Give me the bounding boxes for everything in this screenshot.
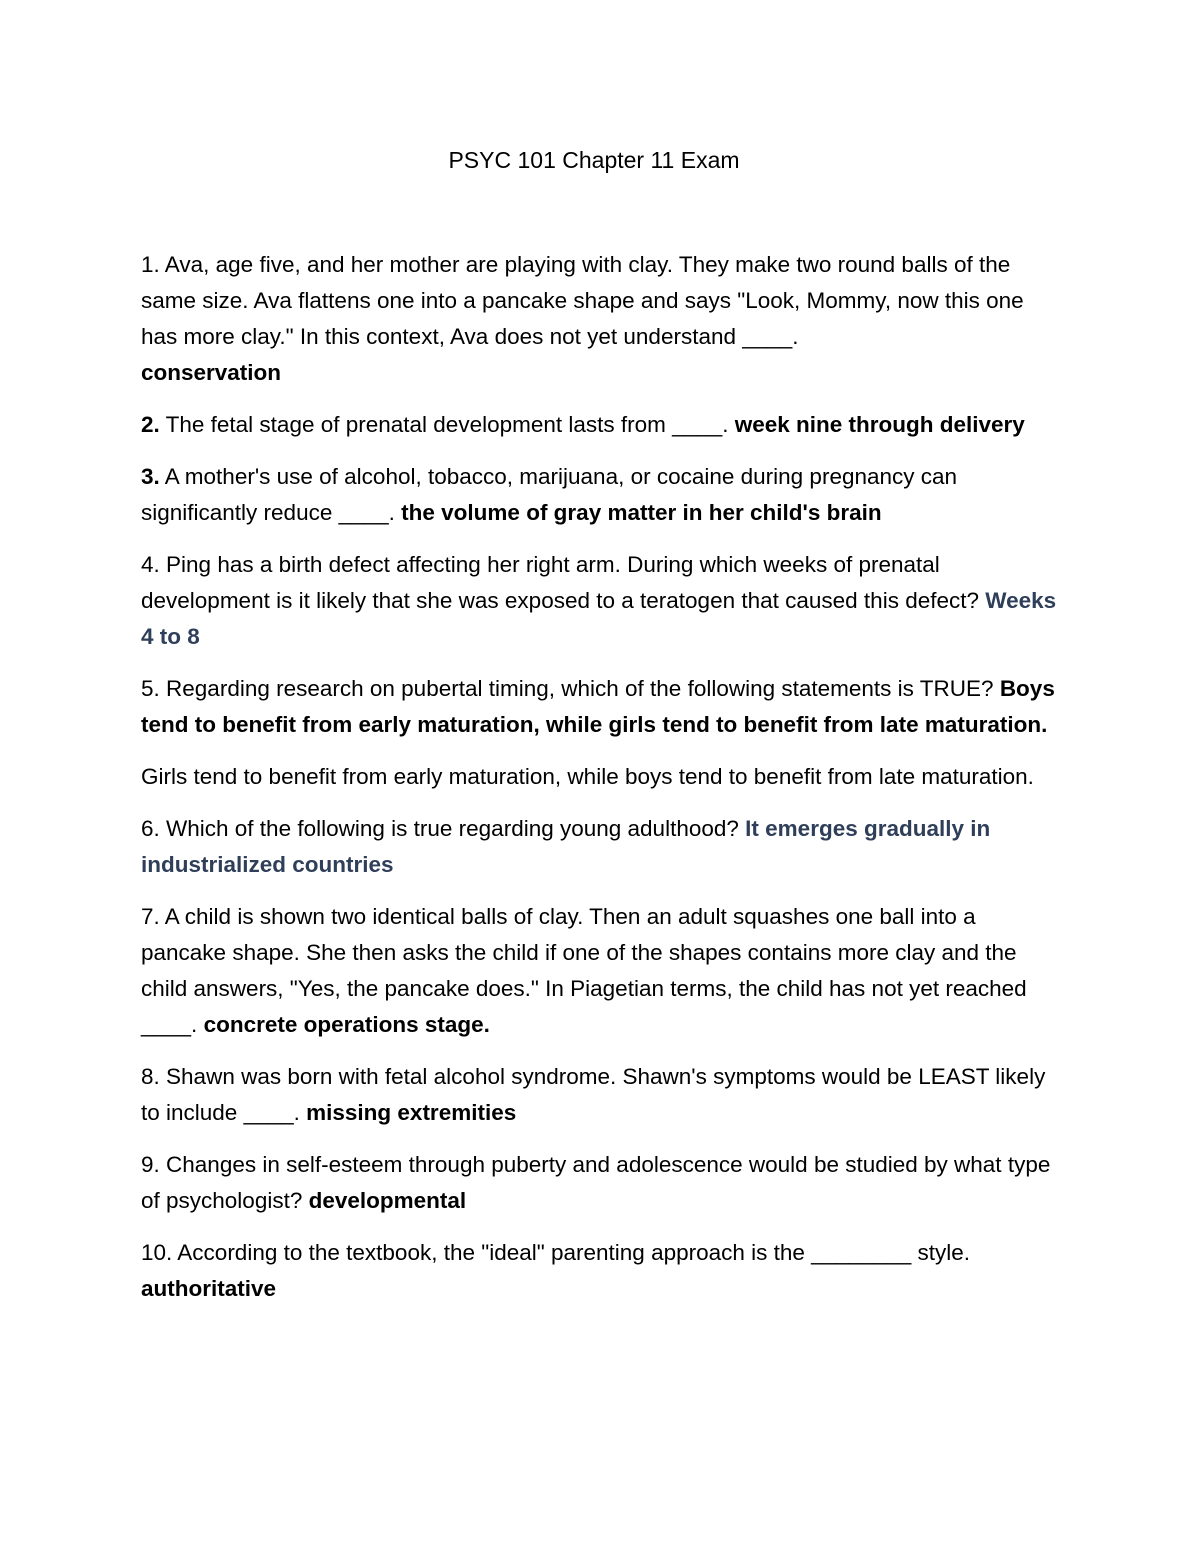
answer-text: missing extremities xyxy=(306,1100,517,1125)
question-text: According to the textbook, the "ideal" parenting approach is the ________ style. xyxy=(177,1240,971,1265)
question-text: A child is shown two identical balls of clay. Then an adult squashes one ball into a pancake shape. She then asks the child if one of the shapes contains more clay and the child answers, "Yes, the pancake does." In Piagetian terms, the child has not yet reached ____. xyxy=(141,904,1027,1037)
answer-text: developmental xyxy=(308,1188,467,1213)
question-number: 1. xyxy=(141,252,160,277)
question-number: 7. xyxy=(141,904,160,929)
question-text: Ava, age five, and her mother are playing with clay. They make two round balls of the same size. Ava flattens one into a pancake shape and says "Look, Mommy, now this one has more clay." In this context, Ava does not yet understand ____. xyxy=(141,252,1024,349)
answer-text: It emerges gradually in industrialized countries xyxy=(141,816,991,877)
question-10 xyxy=(141,1235,1066,1307)
note-text: Girls tend to benefit from early maturation, while boys tend to benefit from late maturation. xyxy=(141,764,1034,789)
question-7 xyxy=(141,899,1066,1043)
question-5 xyxy=(141,671,1066,743)
question-8 xyxy=(141,1059,1066,1131)
question-list xyxy=(141,247,1066,1323)
question-3 xyxy=(141,459,1066,531)
answer-text: Boys tend to benefit from early maturation, while girls tend to benefit from late maturation. xyxy=(141,676,1055,737)
question-number: 9. xyxy=(141,1152,160,1177)
answer-text: week nine through delivery xyxy=(734,412,1025,437)
answer-text: the volume of gray matter in her child's brain xyxy=(401,500,882,525)
question-text: Which of the following is true regarding young adulthood? xyxy=(166,816,739,841)
question-6 xyxy=(141,811,1066,883)
question-number: 10. xyxy=(141,1240,173,1265)
question-text: Shawn was born with fetal alcohol syndrome. Shawn's symptoms would be LEAST likely to include ____. xyxy=(141,1064,1046,1125)
question-text: Ping has a birth defect affecting her right arm. During which weeks of prenatal development is it likely that she was exposed to a teratogen that caused this defect? xyxy=(141,552,980,613)
answer-text: authoritative xyxy=(141,1276,277,1301)
page-title: PSYC 101 Chapter 11 Exam xyxy=(448,147,740,173)
answer-text: concrete operations stage. xyxy=(203,1012,490,1037)
question-text: The fetal stage of prenatal development lasts from ____. xyxy=(165,412,729,437)
question-number: 4. xyxy=(141,552,160,577)
question-2 xyxy=(141,407,1066,443)
question-text: Regarding research on pubertal timing, which of the following statements is TRUE? xyxy=(166,676,994,701)
question-text: A mother's use of alcohol, tobacco, marijuana, or cocaine during pregnancy can significantly reduce ____. xyxy=(141,464,958,525)
question-9 xyxy=(141,1147,1066,1219)
answer-text: Weeks 4 to 8 xyxy=(141,588,1057,649)
question-number: 6. xyxy=(141,816,160,841)
question-4 xyxy=(141,547,1066,655)
question-number: 3. xyxy=(141,464,160,489)
answer-text: conservation xyxy=(141,360,282,385)
question-1 xyxy=(141,247,1066,391)
question-text: Changes in self-esteem through puberty and adolescence would be studied by what type of psychologist? xyxy=(141,1152,1051,1213)
question-number: 8. xyxy=(141,1064,160,1089)
question-number: 5. xyxy=(141,676,160,701)
answer-note xyxy=(141,759,1066,795)
question-number: 2. xyxy=(141,412,160,437)
